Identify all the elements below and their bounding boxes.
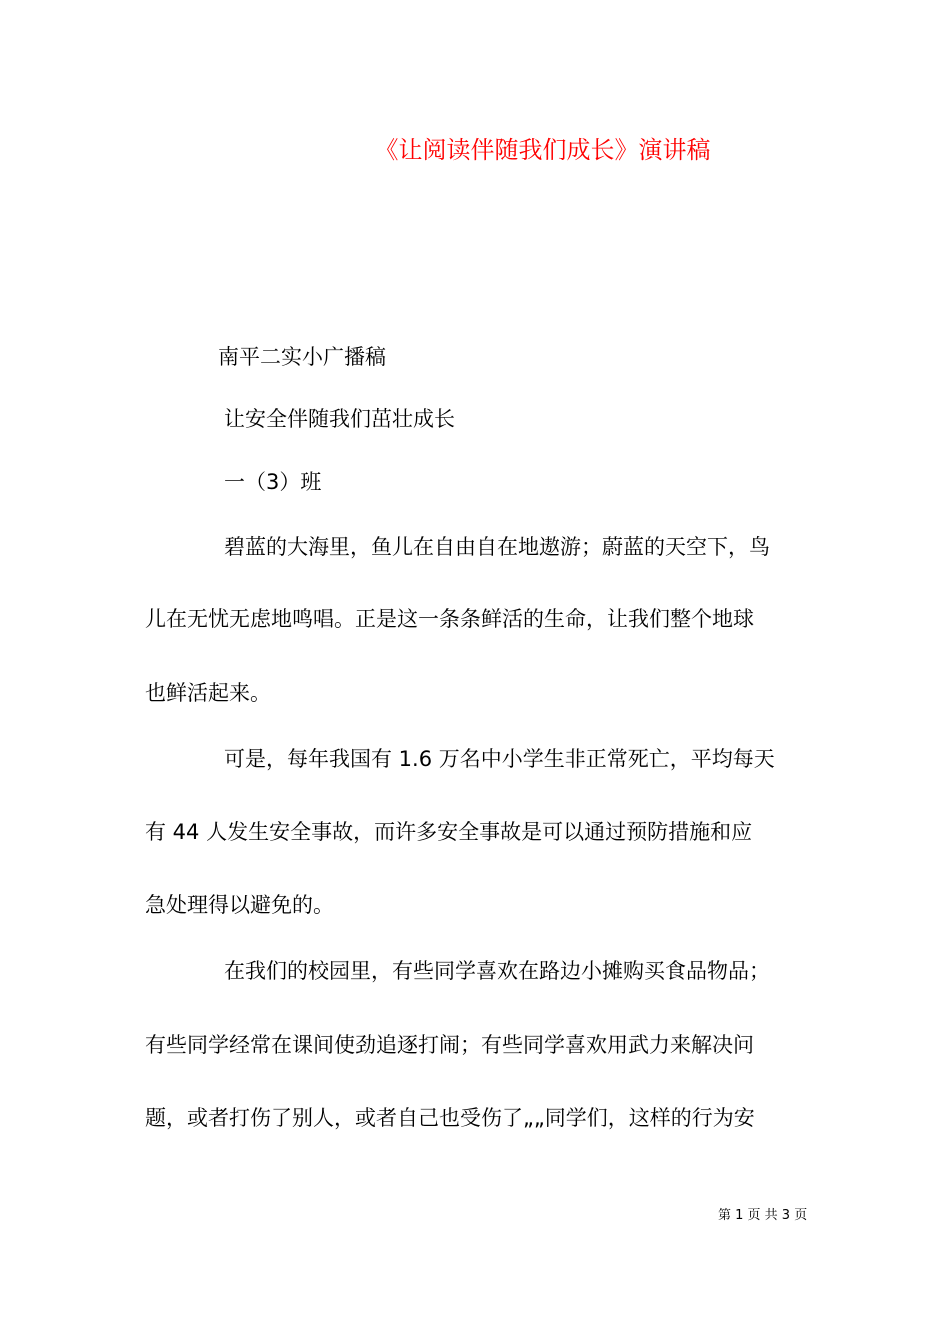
body-line: 可是，每年我国有 1.6 万名中小学生非正常死亡，平均每天 <box>224 747 775 771</box>
body-line: 碧蓝的大海里，鱼儿在自由自在地遨游；蔚蓝的天空下，鸟 <box>224 535 770 559</box>
header-line-class: 一（3）班 <box>224 470 322 494</box>
document-title: 《让阅读伴随我们成长》演讲稿 <box>374 136 711 164</box>
body-line: 也鲜活起来。 <box>145 681 271 705</box>
header-line-topic: 让安全伴随我们茁壮成长 <box>224 407 455 431</box>
body-line: 有 44 人发生安全事故，而许多安全事故是可以通过预防措施和应 <box>145 820 753 844</box>
body-line: 题，或者打伤了别人，或者自己也受伤了„„同学们，这样的行为安 <box>145 1106 755 1130</box>
body-line: 儿在无忧无虑地鸣唱。正是这一条条鲜活的生命，让我们整个地球 <box>145 607 754 631</box>
header-line-school: 南平二实小广播稿 <box>218 345 386 369</box>
page-number: 第 1 页 共 3 页 <box>718 1208 808 1223</box>
body-line: 在我们的校园里，有些同学喜欢在路边小摊购买食品物品； <box>224 959 770 983</box>
body-line: 有些同学经常在课间使劲追逐打闹；有些同学喜欢用武力来解决问 <box>145 1033 754 1057</box>
body-line: 急处理得以避免的。 <box>145 893 334 917</box>
